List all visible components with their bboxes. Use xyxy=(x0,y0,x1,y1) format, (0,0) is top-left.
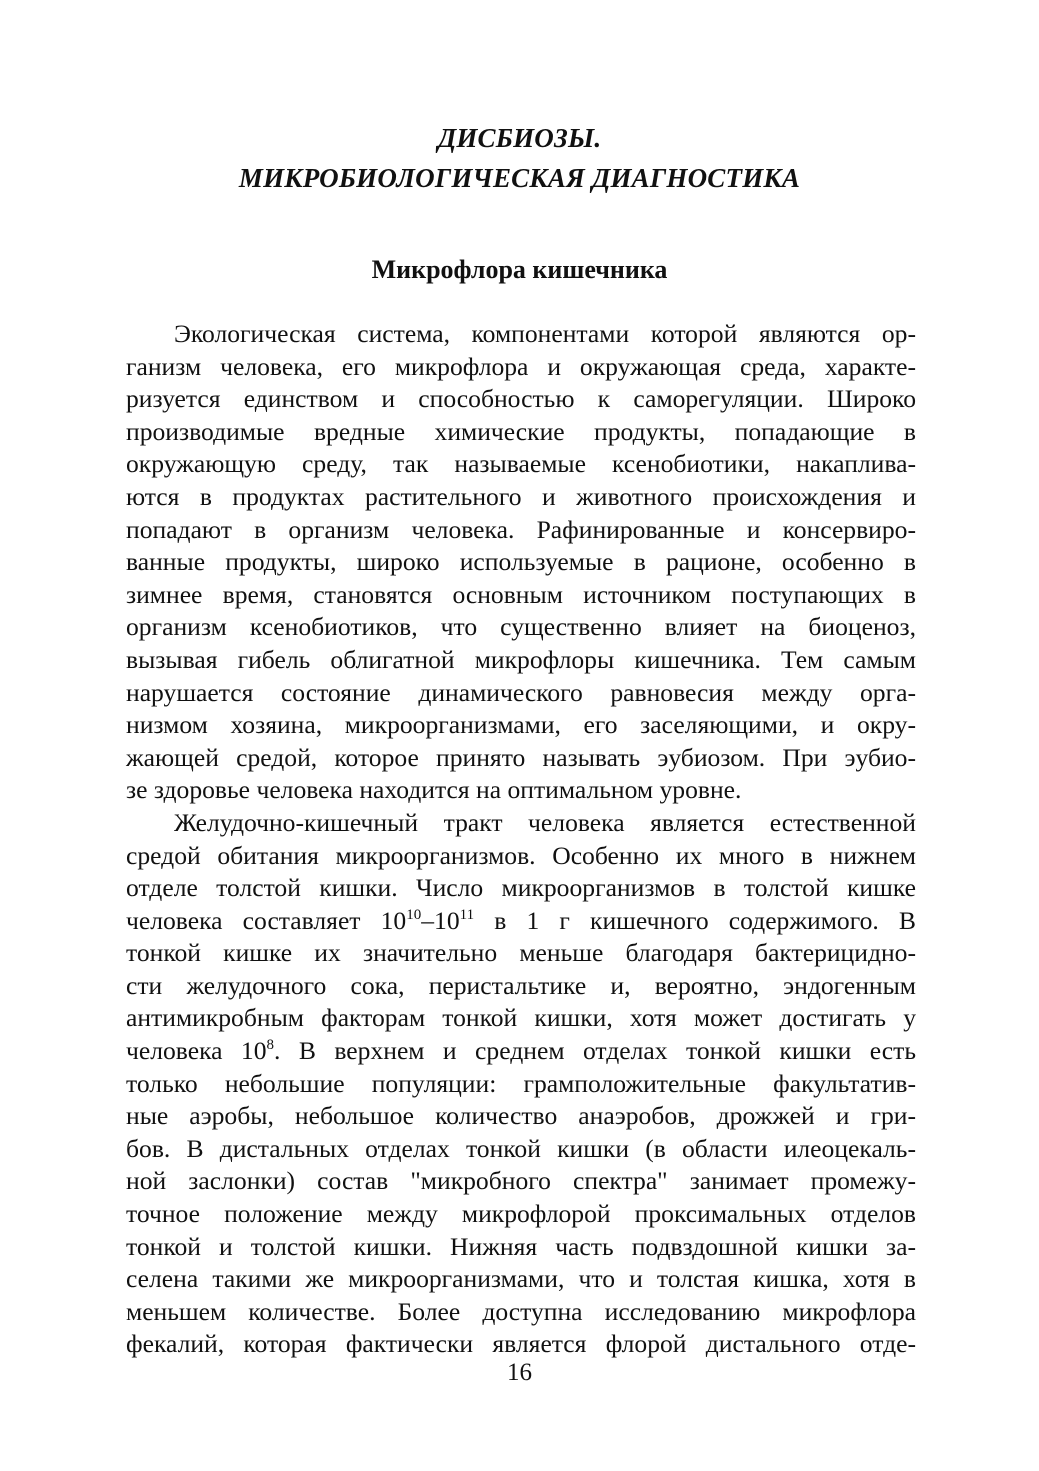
text-line: сти желудочного сока, перистальтике и, вероятно, эндогенным xyxy=(126,970,916,1000)
text-line: средой обитания микроорганизмов. Особенно их много в нижнем xyxy=(126,840,916,870)
text-line: ной заслонки) состав "микробного спектра" занимает промежу- xyxy=(126,1166,916,1196)
text-line: фекалий, которая фактически является флорой дистального отде- xyxy=(126,1329,916,1359)
text-line: зимнее время, становятся основным источником поступающих в xyxy=(126,579,916,609)
text-fragment: человека 10 xyxy=(126,1036,267,1066)
superscript: 8 xyxy=(266,1037,275,1054)
text-line: антимикробным факторам тонкой кишки, хотя может достигать у xyxy=(126,1003,916,1033)
text-fragment: –10 xyxy=(421,905,460,935)
chapter-title-line-1: ДИСБИОЗЫ. xyxy=(437,123,602,153)
text-line: меньшем количестве. Более доступна исследованию микрофлора xyxy=(126,1296,916,1326)
text-line xyxy=(126,905,916,938)
text-line: ганизм человека, его микрофлора и окружающая среда, характе- xyxy=(126,351,916,381)
text-line: ные аэробы, небольшое количество анаэробов, дрожжей и гри- xyxy=(126,1101,916,1131)
body-text xyxy=(126,318,916,1361)
chapter-title-line-2: МИКРОБИОЛОГИЧЕСКАЯ ДИАГНОСТИКА xyxy=(238,163,801,193)
text-line: Экологическая система, компонентами которой являются ор- xyxy=(174,319,916,348)
text-line: жающей средой, которое принято называть эубиозом. При эубио- xyxy=(126,742,916,772)
text-line: ванные продукты, широко используемые в рационе, особенно в xyxy=(126,547,916,577)
text-line: тонкой кишке их значительно меньше благодаря бактерицидно- xyxy=(126,938,916,968)
section-title: Микрофлора кишечника xyxy=(371,255,668,284)
text-fragment: . В верхнем и среднем отделах тонкой кишки есть xyxy=(274,1036,916,1066)
paragraph-2 xyxy=(126,807,916,1361)
superscript: 10 xyxy=(406,906,422,923)
text-line: ются в продуктах растительного и животного происхождения и xyxy=(126,481,916,511)
text-fragment: в 1 г кишечного содержимого. В xyxy=(474,905,916,935)
text-line: точное положение между микрофлорой проксимальных отделов xyxy=(126,1199,916,1229)
text-line: Желудочно-кишечный тракт человека является естественной xyxy=(174,807,916,837)
text-line: селена такими же микроорганизмами, что и толстая кишка, хотя в xyxy=(126,1264,916,1294)
text-line: нарушается состояние динамического равновесия между орга- xyxy=(126,677,916,707)
text-line: окружающую среду, так называемые ксенобиотики, накаплива- xyxy=(126,449,916,479)
text-line: производимые вредные химические продукты, попадающие в xyxy=(126,416,916,446)
superscript: 11 xyxy=(459,906,475,923)
text-line: отделе толстой кишки. Число микроорганизмов в толстой кишке xyxy=(126,873,916,903)
text-line xyxy=(126,1035,916,1068)
chapter-title xyxy=(0,118,1039,198)
text-line: тонкой и толстой кишки. Нижняя часть подвздошной кишки за- xyxy=(126,1231,916,1261)
text-fragment: человека составляет 10 xyxy=(126,905,407,935)
text-line: низмом хозяина, микроорганизмами, его заселяющими, и окру- xyxy=(126,710,916,740)
text-line: вызывая гибель облигатной микрофлоры кишечника. Тем самым xyxy=(126,644,916,674)
text-line: бов. В дистальных отделах тонкой кишки (в области илеоцекаль- xyxy=(126,1133,916,1163)
text-line: только небольшие популяции: грамположительные факультатив- xyxy=(126,1068,916,1098)
paragraph-1 xyxy=(126,318,916,807)
text-line: зе здоровье человека находится на оптимальном уровне. xyxy=(126,775,742,805)
text-line: организм ксенобиотиков, что существенно влияет на биоценоз, xyxy=(126,612,916,642)
page-number: 16 xyxy=(507,1359,532,1386)
text-line: ризуется единством и способностью к саморегуляции. Широко xyxy=(126,384,916,414)
text-line: попадают в организм человека. Рафинированные и консервиро- xyxy=(126,514,916,544)
